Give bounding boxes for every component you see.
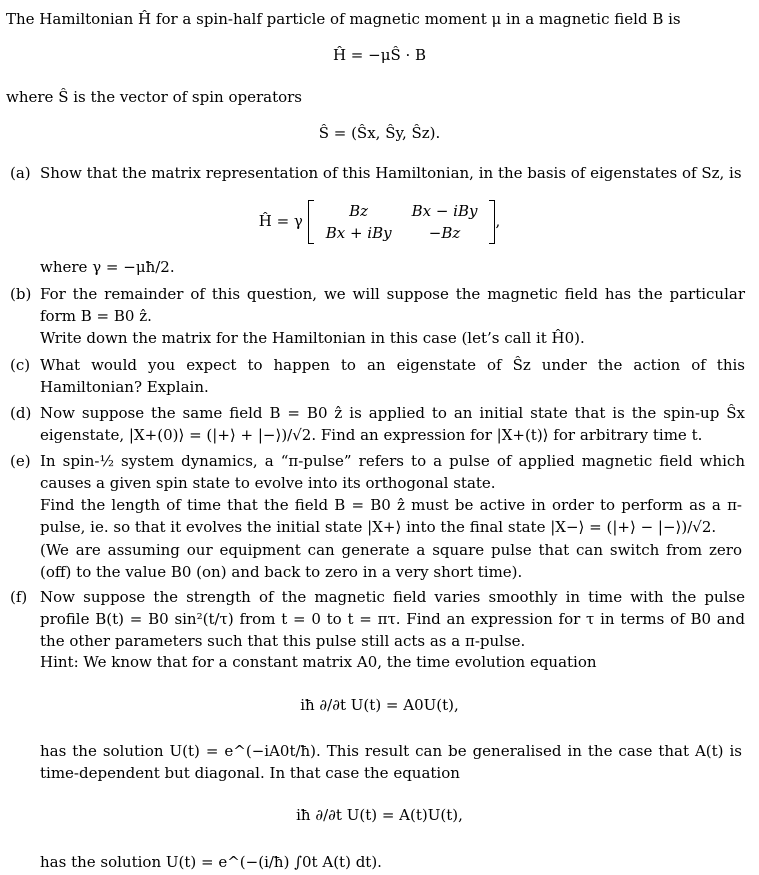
hamiltonian-matrix [308,200,496,244]
part-a-label: (a) [10,164,31,182]
intro-line: The Hamiltonian Ĥ for a spin-half particle of magnetic moment μ in a magnetic field B is [6,10,681,28]
matrix-rhs: , [495,212,501,230]
time-dependent-solution-text: has the solution U(t) = e^(−(i/ħ) ∫0t A(t) dt). [40,853,382,871]
part-e-text: In spin-½ system dynamics, a “π-pulse” refers to a pulse of applied magnetic field which causes a given spin state to evolve into its orthogonal state. [40,452,745,492]
matrix-entry-11: Bz [349,202,369,220]
part-e-cont1: Find the length of time that the field B = B0 ẑ must be active in order to perform as a π-pulse, ie. so that it evolves the initial state |X+⟩ into the final state |X−⟩ = (|+⟩ − |−⟩)/√2. [40,496,742,536]
part-d-text: Now suppose the same field B = B0 ẑ is applied to an initial state that is the spin-up Ŝx eigenstate, |X+(0)⟩ = (|+⟩ + |−⟩)/√2. Find an expression for |X+(t)⟩ for arbitrary time t. [40,404,745,444]
part-e-label: (e) [10,452,31,470]
constant-solution-text: has the solution U(t) = e^(−iA0t/ħ). This result can be generalised in the case that A(t) is time-dependent but diagonal. In that case the equation [40,742,742,782]
time-dependent-equation: iħ ∂/∂t U(t) = A(t)U(t), [296,806,463,824]
matrix-entry-21: Bx + iBy [325,224,392,242]
part-f-hint: Hint: We know that for a constant matrix A0, the time evolution equation [40,653,597,671]
part-d-label: (d) [10,404,32,422]
part-e-cont2: (We are assuming our equipment can generate a square pulse that can switch from zero (off) to the value B0 (on) and back to zero in a very short time). [40,541,742,581]
part-c-label: (c) [10,356,31,374]
part-b-cont: Write down the matrix for the Hamiltonian in this case (let’s call it Ĥ0). [40,329,585,347]
spin-vector-equation: Ŝ = (Ŝx, Ŝy, Ŝz). [318,124,441,142]
part-c-text: What would you expect to happen to an eigenstate of Ŝz under the action of this Hamiltonian? Explain. [40,356,745,396]
part-b-text: For the remainder of this question, we will suppose the magnetic field has the particular form B = B0 ẑ. [40,285,745,325]
spin-operators-line: where Ŝ is the vector of spin operators [6,88,303,106]
part-f-text: Now suppose the strength of the magnetic field varies smoothly in time with the pulse profile B(t) = B0 sin²(t/τ) from t = 0 to t = πτ. Find an expression for τ in terms of B0 and the other parameters such that this pulse still acts as a π-pulse. [40,588,745,650]
matrix-lhs: Ĥ = γ [258,212,303,230]
part-b-label: (b) [10,285,32,303]
matrix-entry-12: Bx − iBy [411,202,478,220]
part-a-text: Show that the matrix representation of this Hamiltonian, in the basis of eigenstates of Sz, is [40,164,742,182]
hamiltonian-equation: Ĥ = −μŜ · B [332,46,427,64]
time-evolution-equation: iħ ∂/∂t U(t) = A0U(t), [300,696,459,714]
hamiltonian-matrix-equation [0,200,759,244]
matrix-entry-22: −Bz [428,224,461,242]
part-a-where: where γ = −μħ/2. [40,258,175,276]
part-f-label: (f) [10,588,28,606]
